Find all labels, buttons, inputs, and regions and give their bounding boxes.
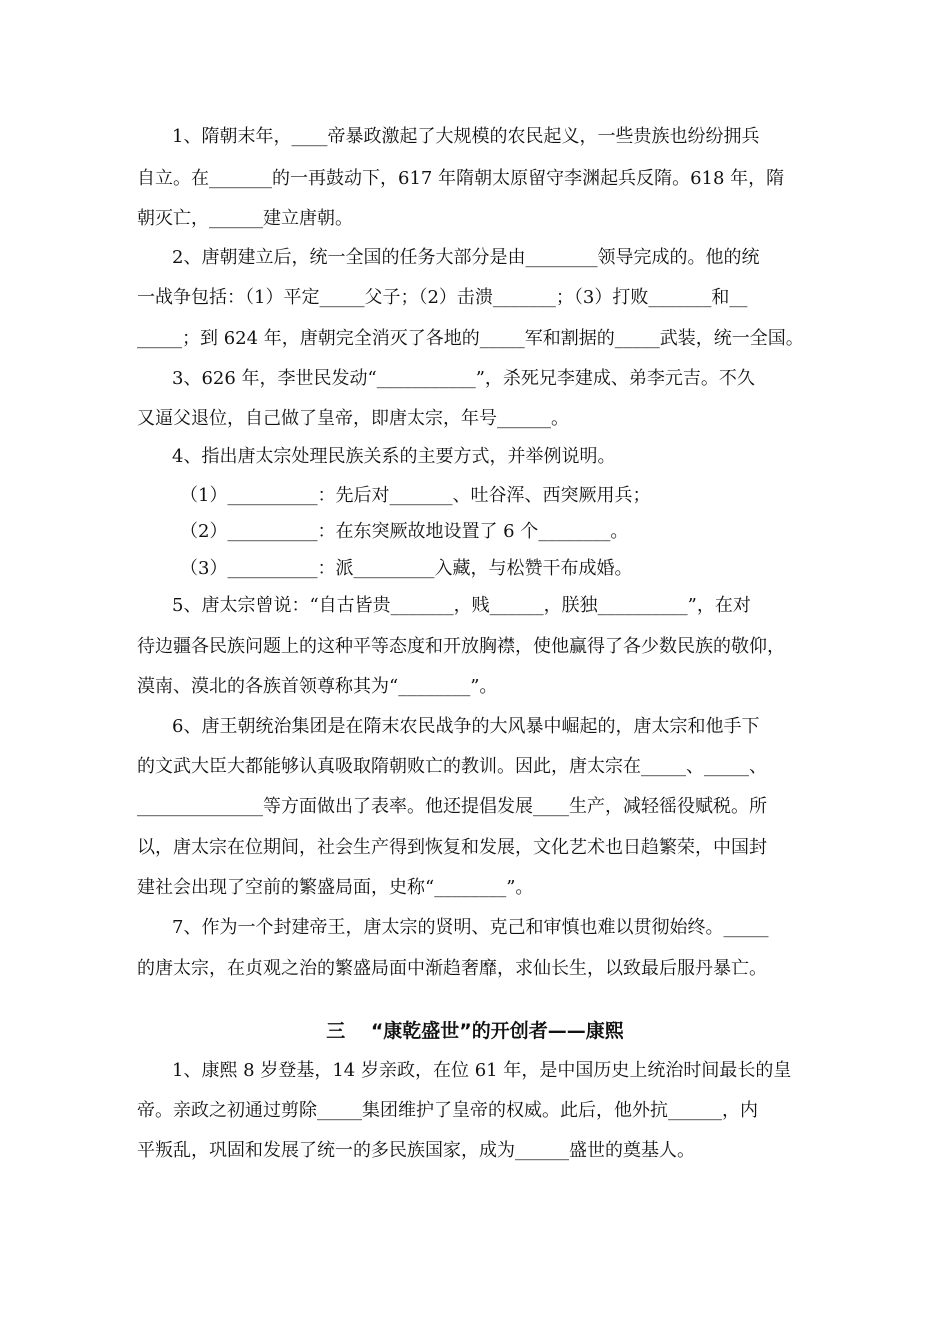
kangxi-line-3: 平叛乱，巩固和发展了统一的多民族国家，成为______盛世的奠基人。 — [137, 1140, 695, 1161]
q6-line-1: 6、唐王朝统治集团是在隋末农民战争的大风暴中崛起的，唐太宗和他手下 — [172, 716, 760, 737]
q2-line-2: 一战争包括：（1）平定_____父子；（2）击溃_______；（3）打败_______和__ — [137, 287, 748, 308]
q6-line-3: ______________等方面做出了表率。他还提倡发展____生产，减轻徭役赋税。所 — [137, 796, 767, 817]
q1-line-1: 1、隋朝末年，____帝暴政激起了大规模的农民起义，一些贵族也纷纷拥兵 — [172, 126, 760, 147]
q7-line-1: 7、作为一个封建帝王，唐太宗的贤明、克己和审慎也难以贯彻始终。_____ — [172, 917, 769, 938]
q6-line-2: 的文武大臣大都能够认真吸取隋朝败亡的教训。因此，唐太宗在_____、_____、 — [137, 756, 767, 777]
q5-line-2: 待边疆各民族问题上的这种平等态度和开放胸襟，使他赢得了各少数民族的敬仰， — [137, 636, 785, 657]
q5-line-1: 5、唐太宗曾说：“自古皆贵_______，贱______，朕独__________”，在对 — [172, 595, 751, 616]
q1-line-2: 自立。在_______的一再鼓动下，617 年隋朝太原留守李渊起兵反隋。618 年，隋 — [137, 168, 785, 189]
section-heading: 三 “康乾盛世”的开创者——康熙 — [326, 1020, 624, 1042]
q4-item-3: （3）__________：派_________入藏，与松赞干布成婚。 — [180, 558, 633, 579]
kangxi-line-2: 帝。亲政之初通过剪除_____集团维护了皇帝的权威。此后，他外抗______，内 — [137, 1100, 758, 1121]
q3-line-2: 又逼父退位，自己做了皇帝，即唐太宗，年号______。 — [137, 408, 569, 429]
q6-line-4: 以，唐太宗在位期间，社会生产得到恢复和发展，文化艺术也日趋繁荣，中国封 — [137, 837, 767, 858]
kangxi-line-1: 1、康熙 8 岁登基，14 岁亲政，在位 61 年，是中国历史上统治时间最长的皇 — [172, 1060, 792, 1081]
q3-line-1: 3、626 年，李世民发动“___________”，杀死兄李建成、弟李元吉。不久 — [172, 368, 755, 389]
q2-line-3: _____；到 624 年，唐朝完全消灭了各地的_____军和割据的_____武装，统一全国。 — [137, 328, 804, 349]
q4-item-2: （2）__________：在东突厥故地设置了 6 个________。 — [180, 521, 629, 542]
q4-line-1: 4、指出唐太宗处理民族关系的主要方式，并举例说明。 — [172, 446, 616, 467]
q6-line-5: 建社会出现了空前的繁盛局面，史称“________”。 — [137, 877, 534, 898]
q5-line-3: 漠南、漠北的各族首领尊称其为“________”。 — [137, 676, 498, 697]
q1-line-3: 朝灭亡，______建立唐朝。 — [137, 208, 353, 229]
q4-item-1: （1）__________：先后对_______、吐谷浑、西突厥用兵； — [180, 485, 651, 506]
q2-line-1: 2、唐朝建立后，统一全国的任务大部分是由________领导完成的。他的统 — [172, 247, 760, 268]
q7-line-2: 的唐太宗，在贞观之治的繁盛局面中渐趋奢靡，求仙长生，以致最后服丹暴亡。 — [137, 958, 767, 979]
